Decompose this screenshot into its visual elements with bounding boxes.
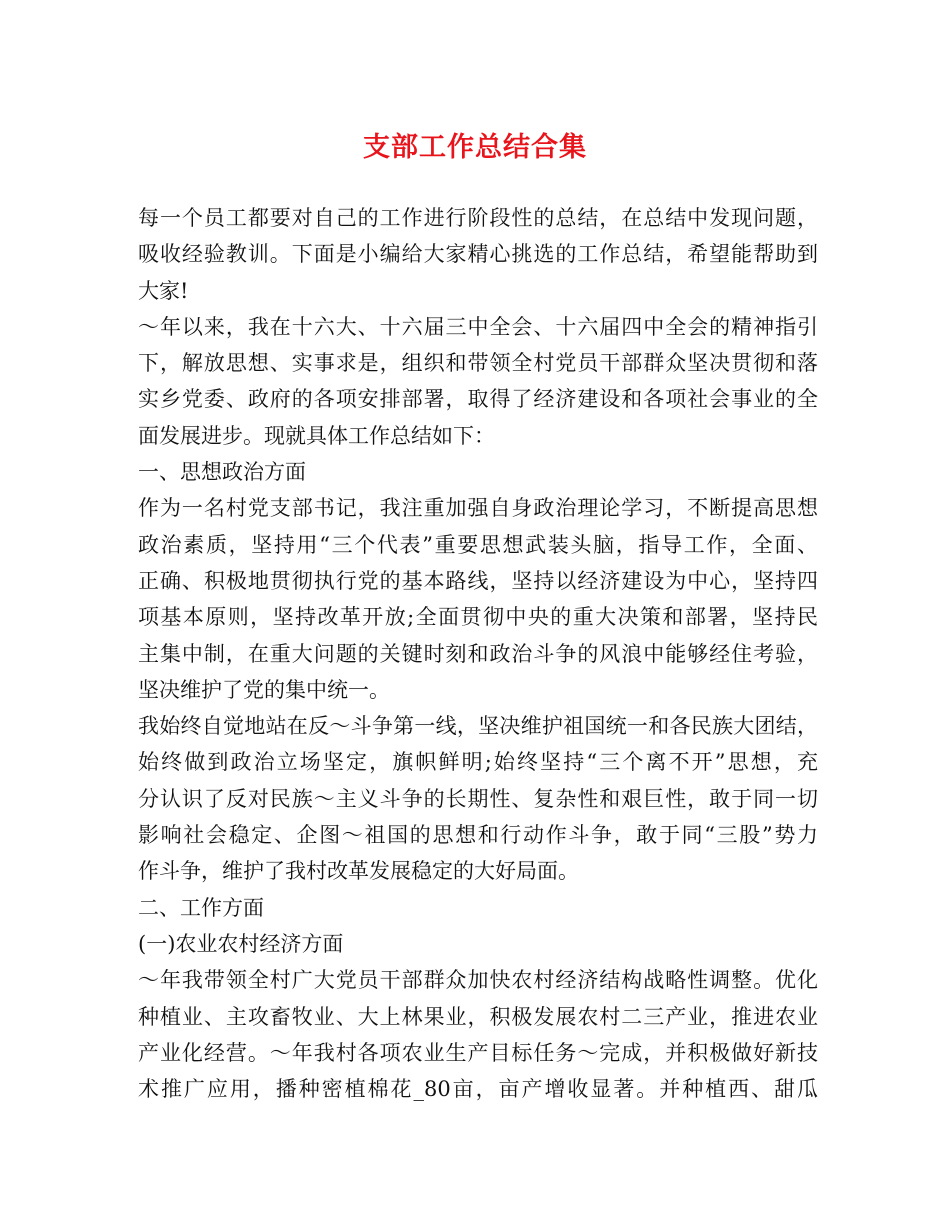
paragraph-line: 二、工作方面 [138,895,264,920]
document-body [138,200,818,1107]
paragraph-line: 面发展进步。现就具体工作总结如下： [138,423,495,448]
paragraph-line: 实乡党委、政府的各项安排部署，取得了经济建设和各项社会事业的全 [138,387,818,412]
paragraph-line: ～年以来，我在十六大、十六届三中全会、十六届四中全会的精神指引 [138,314,818,339]
document-title: 支部工作总结合集 [363,132,587,163]
paragraph-line: 主集中制，在重大问题的关键时刻和政治斗争的风浪中能够经住考验， [138,641,818,666]
paragraph-line: (一)农业农村经济方面 [138,931,344,956]
paragraph-line: 作斗争，维护了我村改革发展稳定的大好局面。 [138,859,579,884]
paragraph-line: 吸收经验教训。下面是小编给大家精心挑选的工作总结，希望能帮助到 [138,242,818,267]
paragraph-line: 作为一名村党支部书记，我注重加强自身政治理论学习，不断提高思想 [138,496,818,521]
paragraph-line: 术推广应用，播种密植棉花_80亩，亩产增收显著。并种植西、甜瓜 [138,1077,818,1102]
paragraph-line: 分认识了反对民族～主义斗争的长期性、复杂性和艰巨性，敢于同一切 [138,786,818,811]
paragraph-line: 始终做到政治立场坚定，旗帜鲜明;始终坚持“三个离不开”思想，充 [138,750,818,775]
paragraph-line: ～年我带领全村广大党员干部群众加快农村经济结构战略性调整。优化 [138,968,818,993]
paragraph-line: 我始终自觉地站在反～斗争第一线，坚决维护祖国统一和各民族大团结， [138,714,818,739]
paragraph-line: 政治素质，坚持用“三个代表”重要思想武装头脑，指导工作，全面、 [138,532,818,557]
paragraph-line: 正确、积极地贯彻执行党的基本路线，坚持以经济建设为中心，坚持四 [138,568,818,593]
paragraph-line: 下，解放思想、实事求是，组织和带领全村党员干部群众坚决贯彻和落 [138,351,818,376]
paragraph-line: 项基本原则，坚持改革开放;全面贯彻中央的重大决策和部署，坚持民 [138,605,818,630]
paragraph-line: 每一个员工都要对自己的工作进行阶段性的总结，在总结中发现问题， [138,206,818,230]
paragraph-line: 坚决维护了党的集中统一。 [138,677,390,702]
paragraph-line: 产业化经营。～年我村各项农业生产目标任务～完成，并积极做好新技 [138,1040,818,1065]
paragraph-line: 种植业、主攻畜牧业、大上林果业，积极发展农村二三产业，推进农业 [138,1004,818,1029]
paragraph-line: 一、思想政治方面 [138,460,306,485]
paragraph-line: 大家! [138,278,189,303]
paragraph-line: 影响社会稳定、企图～祖国的思想和行动作斗争，敢于同“三股”势力 [138,823,818,848]
